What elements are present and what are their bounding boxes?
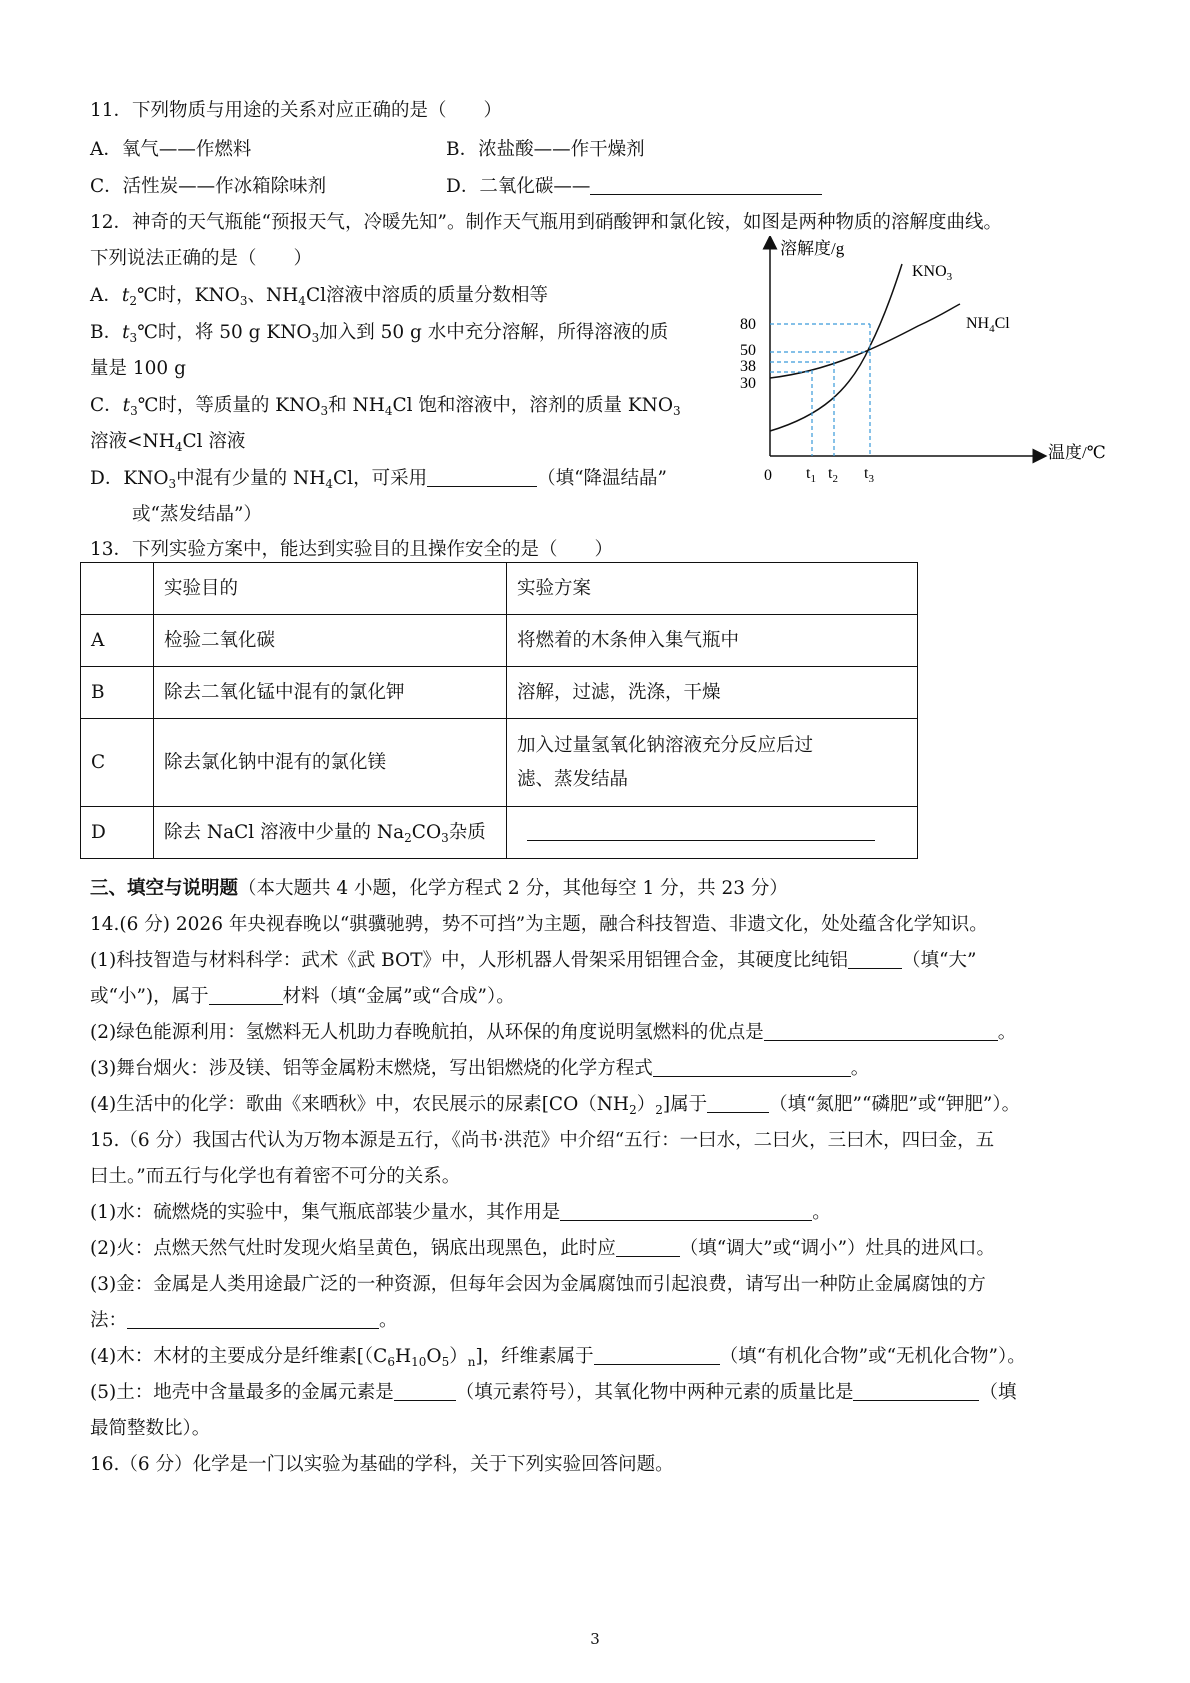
q12-option-a: A．$t_2℃$时，$KNO_3$、$NH_4Cl$溶液中溶质的质量分数相等 <box>90 285 549 308</box>
q15-part5-line2: 最简整数比）。 <box>90 1418 211 1439</box>
table-row <box>81 667 918 719</box>
q15-part3: (3)金：金属是人类用途最广泛的一种资源，但每年会因为金属腐蚀而引起浪费，请写出一种防止金属腐蚀的方 <box>90 1274 986 1295</box>
q12-option-c-line2: 溶液$<NH_4Cl$ 溶液 <box>90 431 246 454</box>
solubility-chart <box>730 236 1110 496</box>
table-cell-plan-blank[interactable] <box>507 807 918 859</box>
y-axis-label: 溶解度/g <box>780 239 845 258</box>
table-cell-plan: 加入过量氢氧化钠溶液充分反应后过 滤、蒸发结晶 <box>507 719 918 807</box>
q14-blank-5[interactable] <box>707 1092 769 1113</box>
q15-part3-line2: 法： 。 <box>90 1310 398 1331</box>
q11-blank[interactable] <box>590 174 822 195</box>
table-cell-goal: 检验二氧化碳 <box>154 615 507 667</box>
q15-blank-2[interactable] <box>616 1236 680 1257</box>
q12-option-d: D．$KNO_3$中混有少量的 $NH_4Cl$，可采用 （填“降温结晶” <box>90 468 667 491</box>
q15-stem-line2: 曰土。”而五行与化学也有着密不可分的关系。 <box>90 1166 461 1187</box>
table-header-cell: 实验方案 <box>507 563 918 615</box>
table-row <box>81 807 918 859</box>
q14-blank-4[interactable] <box>653 1056 851 1077</box>
q11-option-a: A．氧气——作燃料 <box>90 139 252 160</box>
section-3-heading: 三、填空与说明题（本大题共 4 小题，化学方程式 2 分，其他每空 1 分，共 23 分） <box>90 878 788 899</box>
q14-part2: (2)绿色能源利用：氢燃料无人机助力春晚航拍，从环保的角度说明氢燃料的优点是 。 <box>90 1022 1017 1043</box>
q12-option-c: C．$t_3℃$时，等质量的 $KNO_3$和 $NH_4Cl$ 饱和溶液中，溶剂的质量 $KNO_3$ <box>90 395 681 418</box>
table-header-cell <box>81 563 154 615</box>
q11-option-d: D．二氧化碳—— <box>446 174 822 200</box>
x-tick-t3: $t_3$ <box>864 465 874 485</box>
q11-option-b: B．浓盐酸——作干燥剂 <box>446 139 645 160</box>
table-cell-option: A <box>81 615 154 667</box>
q12-option-b: B．$t_3℃$时，将 50 g $KNO_3$加入到 50 g 水中充分溶解，所得溶液的质 <box>90 322 669 345</box>
q15-part2: (2)火：点燃天然气灶时发现火焰呈黄色，锅底出现黑色，此时应 （填“调大”或“调小”）灶具的进风口。 <box>90 1238 996 1259</box>
q15-blank-3[interactable] <box>127 1308 379 1329</box>
table-cell-option: C <box>81 719 154 807</box>
table-cell-goal: 除去氯化钠中混有的氯化镁 <box>154 719 507 807</box>
x-axis-label: 温度/℃ <box>1048 443 1106 462</box>
table-cell-goal: 除去二氧化锰中混有的氯化钾 <box>154 667 507 719</box>
q12-stem-line2: 下列说法正确的是（ ） <box>90 248 313 269</box>
x-tick-t2: $t_2$ <box>828 465 838 485</box>
table-header-row <box>81 563 918 615</box>
table-row <box>81 719 918 807</box>
q13-stem: 13．下列实验方案中，能达到实验目的且操作安全的是（ ） <box>90 539 614 560</box>
table-header-cell: 实验目的 <box>154 563 507 615</box>
origin-label: 0 <box>764 467 772 484</box>
table-cell-plan: 将燃着的木条伸入集气瓶中 <box>507 615 918 667</box>
table-cell-option: D <box>81 807 154 859</box>
series-label-kno3: $KNO_3$ <box>912 263 953 283</box>
q15-blank-6[interactable] <box>853 1380 979 1401</box>
q14-part4: (4)生活中的化学：歌曲《来晒秋》中，农民展示的尿素$[CO(NH_2)_2]$属于 （填“氮肥”“磷肥”或“钾肥”）。 <box>90 1094 1021 1117</box>
q12-blank[interactable] <box>427 466 537 487</box>
q12-stem-line1: 12．神奇的天气瓶能“预报天气，冷暖先知”。制作天气瓶用到硝酸钾和氯化铵，如图是两种物质的溶解度曲线。 <box>90 212 1002 233</box>
q11-stem: 11．下列物质与用途的关系对应正确的是（ ） <box>90 100 503 121</box>
q16-stem: 16.（6 分）化学是一门以实验为基础的学科，关于下列实验回答问题。 <box>90 1454 674 1475</box>
kno3-curve <box>770 264 902 431</box>
q14-part1: (1)科技智造与材料科学：武术《武 BOT》中，人形机器人骨架采用铝锂合金，其硬度比纯铝 （填“大” <box>90 950 977 971</box>
q15-blank-4[interactable] <box>594 1344 720 1365</box>
series-label-nh4cl: $NH_4Cl$ <box>966 315 1010 335</box>
y-tick-80: 80 <box>740 316 756 333</box>
guide-lines <box>770 324 870 456</box>
q15-stem-line1: 15.（6 分）我国古代认为万物本源是五行，《尚书·洪范》中介绍“五行：一曰水，二曰火，三曰木，四曰金，五 <box>90 1130 995 1151</box>
table-cell-goal: 除去 NaCl 溶液中少量的 $Na_2CO_3$杂质 <box>154 807 507 859</box>
q14-blank-2[interactable] <box>209 984 283 1005</box>
y-tick-50: 50 <box>740 342 756 359</box>
experiment-table <box>80 562 918 859</box>
y-tick-38: 38 <box>740 358 756 375</box>
q15-part4: (4)木：木材的主要成分是纤维素$[(C_6H_{10}O_5)_n]$，纤维素属于 （填“有机化合物”或“无机化合物”）。 <box>90 1346 1026 1369</box>
table-row <box>81 615 918 667</box>
q12-option-d-line2: 或“蒸发结晶”） <box>132 504 262 525</box>
nh4cl-curve <box>770 304 960 378</box>
q12-option-b-line2: 量是 100 g <box>90 358 186 379</box>
q11-option-c: C．活性炭——作冰箱除味剂 <box>90 176 327 197</box>
q14-blank-3[interactable] <box>764 1020 998 1041</box>
q14-part3: (3)舞台烟火：涉及镁、铝等金属粉末燃烧，写出铝燃烧的化学方程式 。 <box>90 1058 870 1079</box>
q15-blank-1[interactable] <box>560 1200 812 1221</box>
y-tick-30: 30 <box>740 375 756 392</box>
q15-part5: (5)土：地壳中含量最多的金属元素是 （填元素符号），其氧化物中两种元素的质量比是 （填 <box>90 1382 1017 1403</box>
x-tick-t1: $t_1$ <box>806 465 816 485</box>
q15-part1: (1)水：硫燃烧的实验中，集气瓶底部装少量水，其作用是 。 <box>90 1202 831 1223</box>
q15-blank-5[interactable] <box>394 1380 456 1401</box>
table-cell-option: B <box>81 667 154 719</box>
page-number: 3 <box>590 1630 600 1648</box>
table-cell-plan: 溶解，过滤，洗涤，干燥 <box>507 667 918 719</box>
q14-blank-1[interactable] <box>848 948 902 969</box>
q14-stem: 14.(6 分) 2026 年央视春晚以“骐骥驰骋，势不可挡”为主题，融合科技智造、非遗文化，处处蕴含化学知识。 <box>90 914 988 935</box>
q14-part1-line2: 或“小”)，属于 材料（填“金属”或“合成”）。 <box>90 986 515 1007</box>
